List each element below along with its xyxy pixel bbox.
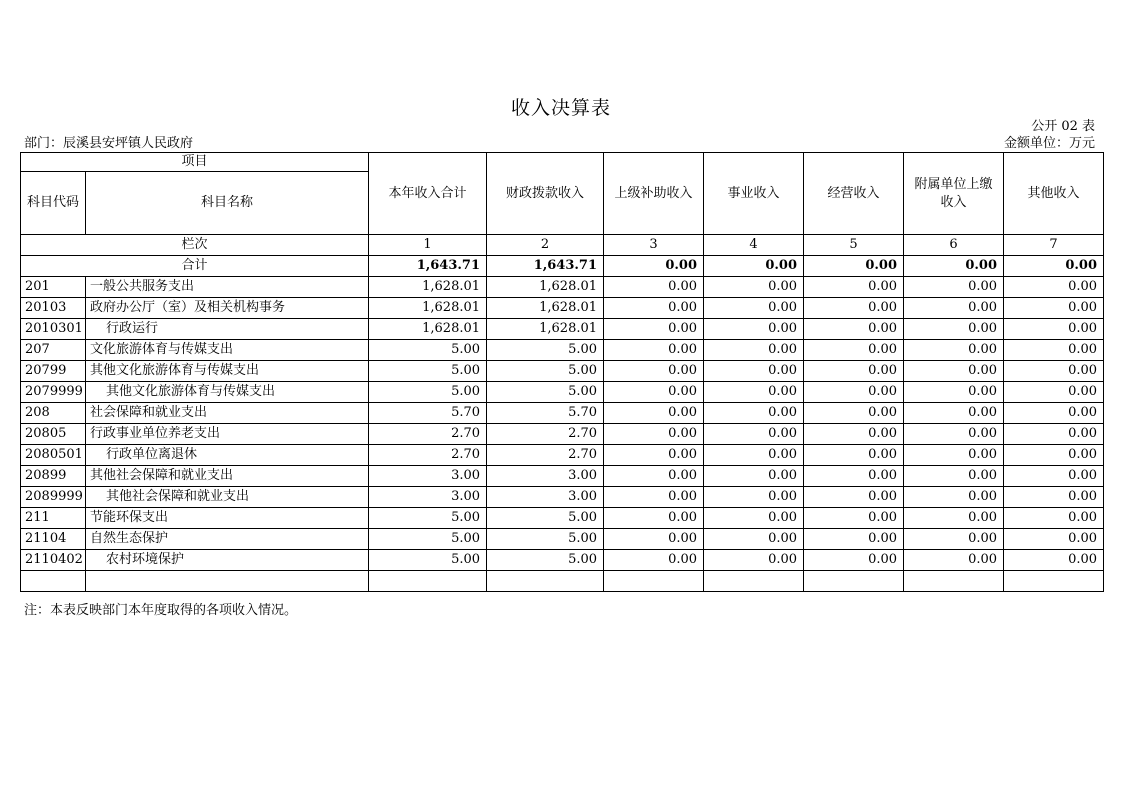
row-value: 3.00 [369,466,487,487]
row-code: 207 [21,340,86,361]
row-value: 0.00 [704,340,804,361]
row-value: 0.00 [804,361,904,382]
row-value: 5.70 [369,403,487,424]
row-code: 211 [21,508,86,529]
row-value: 0.00 [904,508,1004,529]
header-col-3: 上级补助收入 [604,153,704,235]
row-value: 0.00 [904,319,1004,340]
row-value: 0.00 [904,403,1004,424]
row-value: 0.00 [904,445,1004,466]
row-name: 其他社会保障和就业支出 [86,466,369,487]
total-value: 0.00 [604,256,704,277]
header-item-group: 项目 [21,153,369,172]
page-title: 收入决算表 [510,97,611,119]
row-name: 自然生态保护 [86,529,369,550]
empty-cell [804,571,904,592]
row-value: 2.70 [487,445,604,466]
row-value: 0.00 [1004,487,1104,508]
row-value: 5.00 [369,508,487,529]
row-value: 0.00 [804,508,904,529]
row-name: 其他文化旅游体育与传媒支出 [86,361,369,382]
empty-cell [1004,571,1104,592]
empty-cell [369,571,487,592]
row-value: 0.00 [604,424,704,445]
row-value: 5.00 [487,529,604,550]
row-value: 0.00 [604,445,704,466]
row-value: 0.00 [904,361,1004,382]
row-value: 2.70 [487,424,604,445]
row-value: 0.00 [804,319,904,340]
table-row [21,550,1104,571]
row-value: 5.00 [487,550,604,571]
row-value: 0.00 [804,466,904,487]
row-name: 其他社会保障和就业支出 [86,487,369,508]
row-value: 0.00 [1004,298,1104,319]
row-code: 2079999 [21,382,86,403]
row-value: 2.70 [369,424,487,445]
row-value: 3.00 [487,466,604,487]
row-value: 0.00 [904,529,1004,550]
row-value: 0.00 [704,445,804,466]
table-row [21,361,1104,382]
total-value: 0.00 [704,256,804,277]
total-value: 0.00 [904,256,1004,277]
table-row [21,466,1104,487]
row-value: 0.00 [704,550,804,571]
row-value: 0.00 [704,298,804,319]
row-value: 0.00 [1004,382,1104,403]
row-code: 20899 [21,466,86,487]
row-name: 社会保障和就业支出 [86,403,369,424]
row-value: 0.00 [704,508,804,529]
row-name: 文化旅游体育与传媒支出 [86,340,369,361]
header-name: 科目名称 [86,172,369,235]
table-row [21,487,1104,508]
row-value: 0.00 [704,382,804,403]
total-row [21,256,1104,277]
row-value: 0.00 [1004,508,1104,529]
header-code: 科目代码 [21,172,86,235]
row-value: 0.00 [804,445,904,466]
row-value: 0.00 [604,466,704,487]
row-value: 0.00 [704,466,804,487]
row-name: 节能环保支出 [86,508,369,529]
row-index-cell: 6 [904,235,1004,256]
row-code: 20805 [21,424,86,445]
amount-unit-label: 金额单位：万元 [1003,136,1095,151]
table-row [21,529,1104,550]
row-value: 0.00 [604,487,704,508]
row-value: 0.00 [704,361,804,382]
empty-cell [604,571,704,592]
row-value: 0.00 [904,340,1004,361]
row-value: 5.70 [487,403,604,424]
empty-cell [487,571,604,592]
empty-cell [904,571,1004,592]
row-value: 1,628.01 [369,277,487,298]
row-value: 0.00 [704,424,804,445]
table-row [21,319,1104,340]
row-value: 3.00 [369,487,487,508]
row-value: 0.00 [1004,340,1104,361]
row-value: 0.00 [604,403,704,424]
table-row [21,277,1104,298]
table-note: 注：本表反映部门本年度取得的各项收入情况。 [24,603,298,618]
total-label: 合计 [21,256,369,277]
row-value: 5.00 [369,550,487,571]
empty-cell [704,571,804,592]
row-value: 0.00 [904,550,1004,571]
table-row [21,403,1104,424]
row-name: 其他文化旅游体育与传媒支出 [86,382,369,403]
table-row [21,298,1104,319]
row-value: 0.00 [904,487,1004,508]
department-label: 部门：辰溪县安坪镇人民政府 [24,136,194,151]
row-name: 一般公共服务支出 [86,277,369,298]
row-name: 政府办公厅（室）及相关机构事务 [86,298,369,319]
row-index-cell: 4 [704,235,804,256]
row-value: 2.70 [369,445,487,466]
row-index-cell: 1 [369,235,487,256]
row-value: 5.00 [487,508,604,529]
row-value: 0.00 [604,550,704,571]
row-value: 5.00 [369,340,487,361]
row-value: 0.00 [604,298,704,319]
row-code: 2089999 [21,487,86,508]
row-index-label: 栏次 [21,235,369,256]
row-value: 1,628.01 [369,319,487,340]
header-col-1: 本年收入合计 [369,153,487,235]
row-value: 1,628.01 [487,319,604,340]
row-value: 0.00 [804,298,904,319]
row-value: 0.00 [604,340,704,361]
empty-cell [86,571,369,592]
row-value: 0.00 [704,403,804,424]
row-value: 0.00 [704,487,804,508]
row-code: 21104 [21,529,86,550]
row-value: 0.00 [804,529,904,550]
row-code: 201 [21,277,86,298]
row-value: 5.00 [369,361,487,382]
row-value: 0.00 [1004,466,1104,487]
row-code: 2010301 [21,319,86,340]
row-value: 0.00 [1004,529,1104,550]
table-row [21,508,1104,529]
row-value: 0.00 [804,277,904,298]
total-value: 0.00 [1004,256,1104,277]
row-value: 0.00 [604,508,704,529]
row-value: 0.00 [804,382,904,403]
empty-cell [21,571,86,592]
header-col-2: 财政拨款收入 [487,153,604,235]
row-value: 0.00 [1004,361,1104,382]
row-value: 0.00 [604,382,704,403]
row-value: 0.00 [1004,445,1104,466]
row-value: 5.00 [369,382,487,403]
total-value: 1,643.71 [369,256,487,277]
row-name: 农村环境保护 [86,550,369,571]
row-value: 1,628.01 [369,298,487,319]
row-index-cell: 3 [604,235,704,256]
row-value: 0.00 [604,529,704,550]
row-value: 0.00 [704,277,804,298]
row-value: 5.00 [487,361,604,382]
row-value: 0.00 [704,529,804,550]
income-table [20,152,1104,592]
row-value: 0.00 [604,319,704,340]
row-name: 行政单位离退休 [86,445,369,466]
total-value: 0.00 [804,256,904,277]
row-value: 0.00 [904,277,1004,298]
header-col-6: 附属单位上缴收入 [904,153,1004,235]
row-value: 0.00 [604,361,704,382]
row-index-cell: 7 [1004,235,1104,256]
row-value: 0.00 [804,340,904,361]
row-value: 0.00 [804,403,904,424]
row-value: 0.00 [804,487,904,508]
row-value: 0.00 [904,424,1004,445]
row-name: 行政运行 [86,319,369,340]
row-value: 0.00 [1004,403,1104,424]
row-value: 0.00 [604,277,704,298]
row-code: 20799 [21,361,86,382]
table-row [21,424,1104,445]
row-value: 0.00 [1004,319,1104,340]
header-col-5: 经营收入 [804,153,904,235]
row-value: 1,628.01 [487,277,604,298]
row-value: 0.00 [904,466,1004,487]
row-value: 5.00 [487,382,604,403]
row-value: 0.00 [1004,550,1104,571]
row-value: 5.00 [487,340,604,361]
row-value: 0.00 [704,319,804,340]
header-col-4: 事业收入 [704,153,804,235]
form-number: 公开 02 表 [1031,119,1095,134]
row-code: 20103 [21,298,86,319]
total-value: 1,643.71 [487,256,604,277]
header-col-7: 其他收入 [1004,153,1104,235]
table-body [21,256,1104,592]
row-name: 行政事业单位养老支出 [86,424,369,445]
row-value: 0.00 [804,550,904,571]
row-value: 0.00 [904,298,1004,319]
row-value: 0.00 [904,382,1004,403]
row-value: 0.00 [1004,424,1104,445]
row-value: 1,628.01 [487,298,604,319]
row-code: 2110402 [21,550,86,571]
empty-row [21,571,1104,592]
table-row [21,445,1104,466]
row-value: 0.00 [1004,277,1104,298]
row-code: 2080501 [21,445,86,466]
row-value: 3.00 [487,487,604,508]
row-index-cell: 2 [487,235,604,256]
row-index-cell: 5 [804,235,904,256]
row-value: 5.00 [369,529,487,550]
table-row [21,382,1104,403]
row-code: 208 [21,403,86,424]
row-value: 0.00 [804,424,904,445]
table-row [21,340,1104,361]
